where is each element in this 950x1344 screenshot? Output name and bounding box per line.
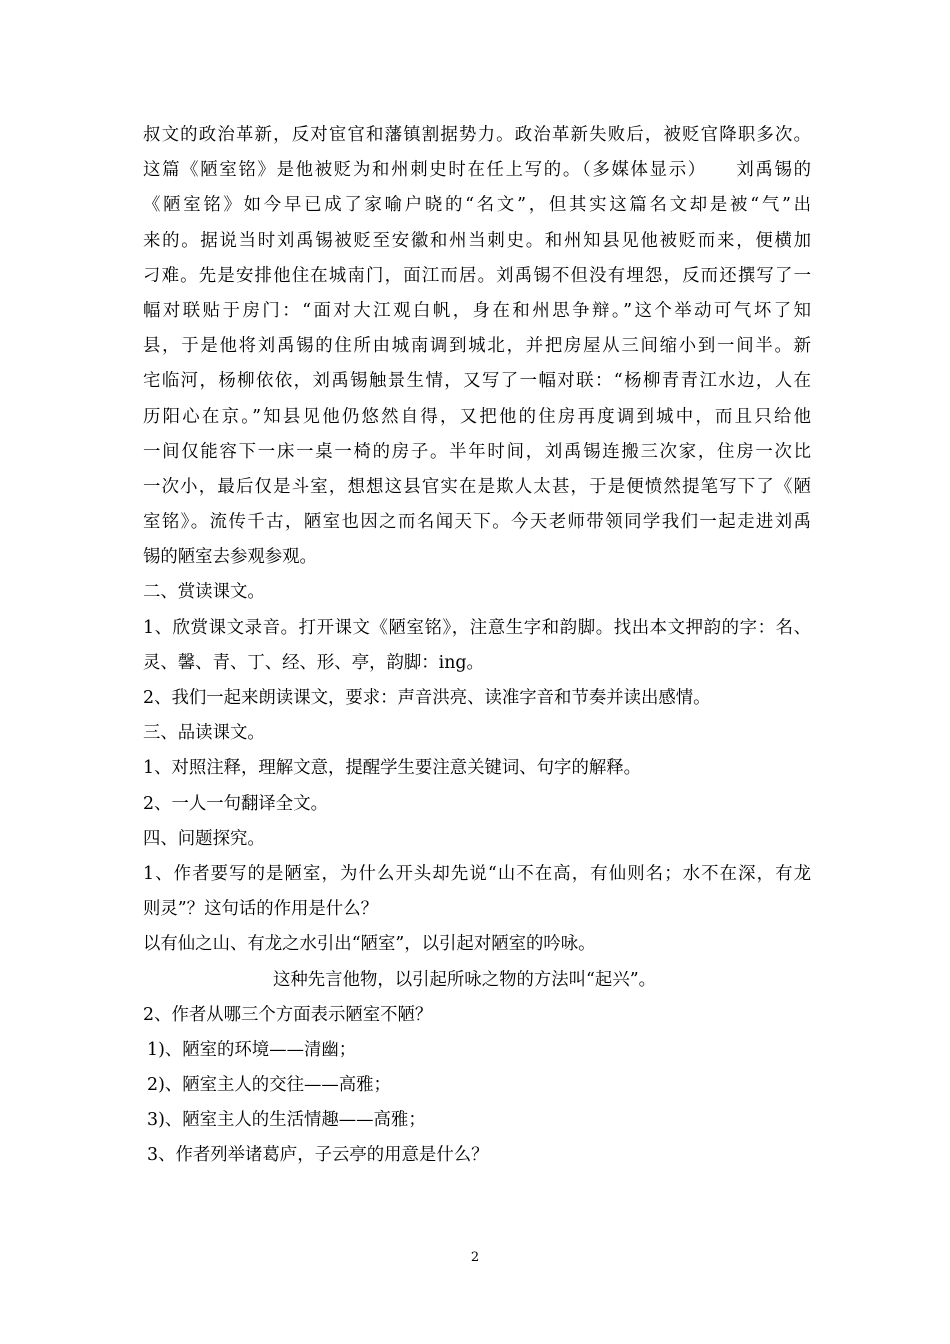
text-line: 刁难。先是安排他住在城南门，面江而居。刘禹锡不但没有埋怨，反而还撰写了一 bbox=[143, 265, 811, 286]
text-line: 历阳心在京。”知县见他仍悠然自得，又把他的住房再度调到城中，而且只给他 bbox=[143, 406, 811, 427]
text-line: 这种先言他物，以引起所咏之物的方法叫“起兴”。 bbox=[273, 969, 656, 990]
text-line: 这篇《陋室铭》是他被贬为和州刺史时在任上写的。（多媒体显示） 刘禹锡的 bbox=[143, 160, 811, 181]
text-line: 宅临河，杨柳依依，刘禹锡触景生情，又写了一幅对联：“杨柳青青江水边，人在 bbox=[143, 371, 811, 392]
list-item: 3)、陋室主人的生活情趣——高雅； bbox=[147, 1110, 426, 1131]
text-line: 灵、馨、青、丁、经、形、亭，韵脚：ing。 bbox=[143, 652, 484, 673]
text-line: 3、作者列举诸葛庐，子云亭的用意是什么？ bbox=[147, 1145, 489, 1166]
text-line: 以有仙之山、有龙之水引出“陋室”，以引起对陋室的吟咏。 bbox=[143, 934, 596, 955]
text-line: 一次小，最后仅是斗室，想想这县官实在是欺人太甚，于是便愤然提笔写下了《陋 bbox=[143, 476, 811, 497]
text-line: 2、作者从哪三个方面表示陋室不陋？ bbox=[143, 1004, 433, 1025]
text-line: 来的。据说当时刘禹锡被贬至安徽和州当刺史。和州知县见他被贬而来，便横加 bbox=[143, 230, 811, 251]
text-line: 1、对照注释，理解文意，提醒学生要注意关键词、句字的解释。 bbox=[143, 758, 642, 779]
page-number: 2 bbox=[470, 1250, 480, 1265]
section-heading: 三、品读课文。 bbox=[143, 723, 265, 744]
text-line: 《陋室铭》如今早已成了家喻户晓的“名文”，但其实这篇名文却是被“气”出 bbox=[143, 195, 811, 216]
text-line: 室铭》。流传千古，陋室也因之而名闻天下。今天老师带领同学我们一起走进刘禹 bbox=[143, 512, 811, 533]
text-line: 1、欣赏课文录音。打开课文《陋室铭》，注意生字和韵脚。找出本文押韵的字：名、 bbox=[143, 617, 811, 638]
document-body bbox=[143, 118, 811, 1174]
text-line: 2、我们一起来朗读课文，要求：声音洪亮、读准字音和节奏并读出感情。 bbox=[143, 688, 711, 708]
text-line: 2、一人一句翻译全文。 bbox=[143, 793, 328, 814]
text-line: 锡的陋室去参观参观。 bbox=[143, 547, 317, 568]
text-line: 县，于是他将刘禹锡的住所由城南调到城北，并把房屋从三间缩小到一间半。新 bbox=[143, 336, 811, 357]
text-line: 一间仅能容下一床一桌一椅的房子。半年时间，刘禹锡连搬三次家，住房一次比 bbox=[143, 441, 811, 462]
text-line: 1、作者要写的是陋室，为什么开头却先说“山不在高，有仙则名；水不在深，有龙 bbox=[143, 863, 811, 884]
section-heading: 二、赏读课文。 bbox=[143, 582, 265, 603]
section-heading: 四、问题探究。 bbox=[143, 828, 265, 849]
list-item: 1)、陋室的环境——清幽； bbox=[147, 1039, 357, 1060]
list-item: 2)、陋室主人的交往——高雅； bbox=[147, 1075, 391, 1096]
text-line: 幅对联贴于房门：“面对大江观白帆，身在和州思争辩。”这个举动可气坏了知 bbox=[143, 300, 811, 321]
text-line: 叔文的政治革新，反对宦官和藩镇割据势力。政治革新失败后，被贬官降职多次。 bbox=[143, 125, 811, 145]
text-line: 则灵”？这句话的作用是什么？ bbox=[143, 899, 378, 920]
